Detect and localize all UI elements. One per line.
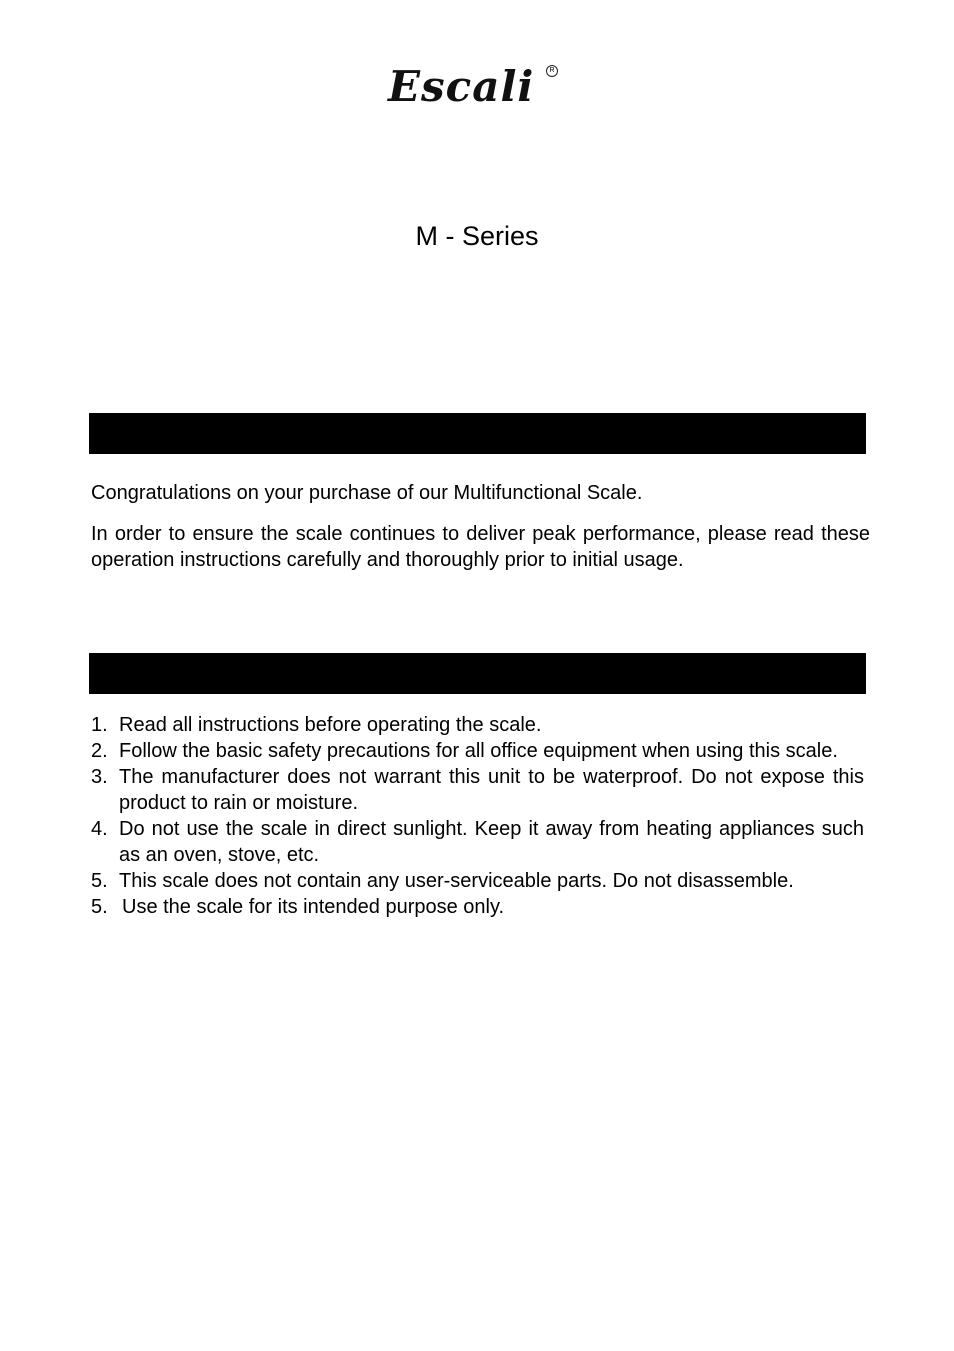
list-item-text: Use the scale for its intended purpose only. [122,896,505,918]
escali-logo [386,54,570,116]
registered-trademark-icon: R [546,65,558,77]
list-item [91,816,864,868]
page-title: M - Series [415,221,539,251]
list-item-number: 3. [91,766,108,788]
logo-wordmark: Escali [388,62,535,111]
safety-precautions-list [91,712,864,920]
list-item-number: 5. [91,870,108,892]
list-item [91,764,864,816]
section-header-bar-introduction [89,413,866,454]
list-item-text: The manufacturer does not warrant this unit to be waterproof. Do not expose this product to rain or moisture. [119,766,864,814]
section-header-bar-safety [89,653,866,694]
list-item [91,712,864,738]
list-item-text: Follow the basic safety precautions for all office equipment when using this scale. [119,740,838,762]
list-item [91,894,864,920]
list-item-text: This scale does not contain any user-serviceable parts. Do not disassemble. [119,870,794,892]
list-item [91,738,864,764]
list-item-number: 4. [91,818,108,840]
intro-congratulations: Congratulations on your purchase of our Multifunctional Scale. [91,482,643,504]
list-item-number: 1. [91,714,108,736]
list-item-text: Do not use the scale in direct sunlight. Keep it away from heating appliances such as an oven, stove, etc. [119,818,864,866]
list-item-number: 5. [91,896,108,918]
list-item [91,868,864,894]
intro-instructions: In order to ensure the scale continues to deliver peak performance, please read these operation instructions carefully and thoroughly prior to initial usage. [91,523,870,571]
list-item-text: Read all instructions before operating the scale. [119,714,542,736]
list-item-number: 2. [91,740,108,762]
